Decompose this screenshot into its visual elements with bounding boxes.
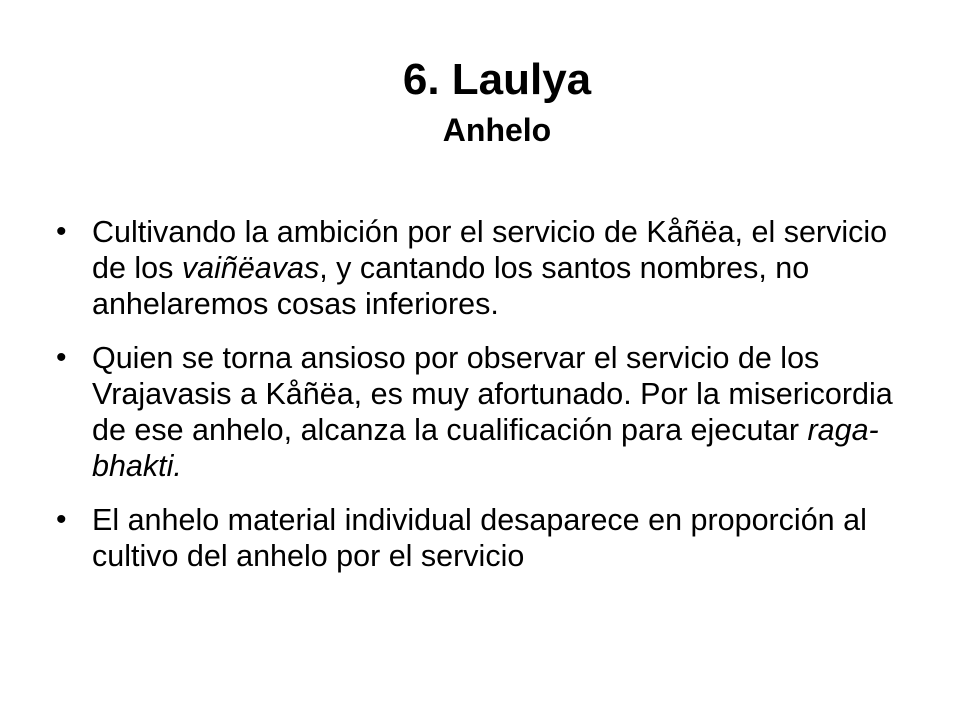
- bullet-text: [92, 503, 867, 573]
- bullet-text-segment: , y cantando los santos nombres, no anhelaremos cosas inferiores.: [92, 251, 810, 321]
- bullet-text-italic-segment: raga-bhakti.: [92, 413, 879, 483]
- slide-title: 6. Laulya: [402, 55, 592, 104]
- bullet-text-segment: Cultivando la ambición por el servicio de Kåñëa, el servicio de los: [92, 215, 888, 285]
- bullet-item: [0, 502, 960, 574]
- bullet-list: [0, 214, 960, 592]
- bullet-point-icon: •: [56, 341, 67, 374]
- bullet-item: [0, 340, 960, 484]
- bullet-text-segment: El anhelo material individual desaparece en proporción al cultivo del anhelo por el servicio: [92, 503, 867, 573]
- slide-subtitle: Anhelo: [442, 112, 552, 148]
- bullet-text: [92, 215, 887, 321]
- bullet-text-segment: Quien se torna ansioso por observar el servicio de los Vrajavasis a Kåñëa, es muy afortunado. Por la misericordia de ese anhelo, alcanza la cualificación para ejecutar: [92, 341, 893, 447]
- bullet-point-icon: •: [56, 215, 67, 248]
- bullet-item: [0, 214, 960, 322]
- bullet-point-icon: •: [56, 503, 67, 536]
- bullet-text: [92, 341, 893, 483]
- bullet-text-italic-segment: vaiñëavas: [181, 251, 320, 285]
